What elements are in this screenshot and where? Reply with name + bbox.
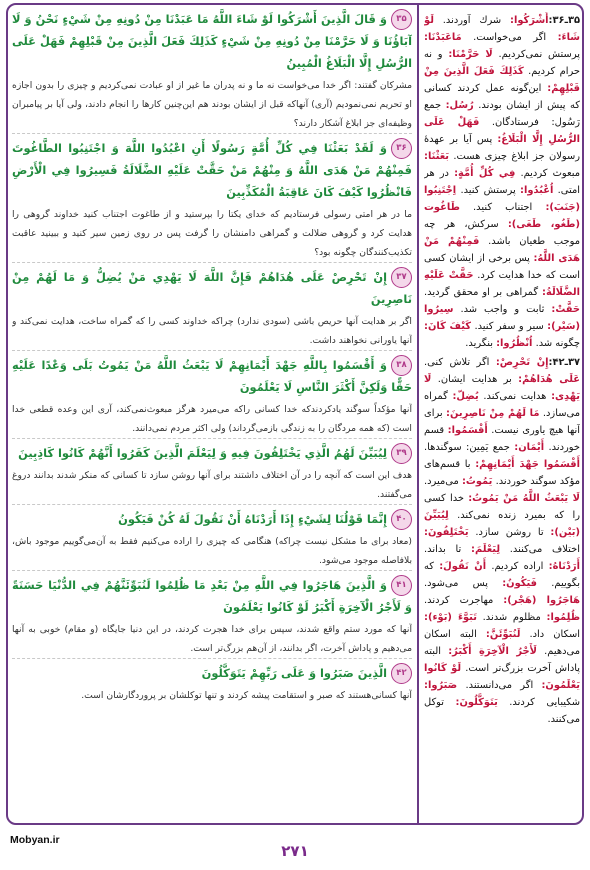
glossary-definition: شكيبايى كردند. — [509, 697, 580, 708]
verse-number-badge: ۴۱ — [391, 575, 412, 596]
glossary-term: لِيُبَيِّنَ (بَيْن): — [424, 510, 580, 538]
verse-translation: هدف اين است كه آنچه را در آن اختلاف داشتند براى آنها روشن سازد تا كسانى كه منكر شدند بدانند دروغ مى‌گفتند. — [12, 466, 412, 505]
verse-number-badge: ۳۹ — [391, 443, 412, 464]
verse-translation: (معاد براى ما مشكل نيست چراكه) هنگامى كه چيزى را اراده مى‌كنيم فقط به آن‌مى‌گوييم موجود باش، بلافاصله موجود مى‌شود. — [12, 532, 412, 571]
glossary-definition: گمراه مى‌سازد. — [424, 391, 580, 419]
glossary-definition: اگر مى‌خواست. — [473, 32, 558, 43]
verse-arabic — [12, 508, 412, 530]
glossary-term: يَتَوَكَّلُونَ: — [455, 697, 498, 708]
verse-arabic-text: إِنْ تَحْرِصْ عَلَى هُدَاهُمْ فَإِنَّ اللَّهَ لَا يَهْدِي مَنْ يُضِلُّ وَ مَا لَهُمْ مِنْ نَاصِرِينَ — [12, 270, 412, 306]
glossary-term: مَاعَبَدْنَا: — [424, 32, 462, 43]
verse-translation: اگر بر هدايت آنها حريص باشى (سودى ندارد) چراكه خداوند كسى را كه گمراه ساخت، هدايت نمى‌كند و آنها ياورانى نخواهند داشت. — [12, 312, 412, 351]
verses-column — [12, 8, 412, 823]
verse-arabic-text: وَ قَالَ الَّذِينَ أَشْرَكُوا لَوْ شَاءَ اللَّهُ مَا عَبَدْنَا مِنْ دُونِهِ مِنْ شَيْءٍ نَحْنُ وَ لَا آبَاؤُنَا وَ لَا حَرَّمْنَا مِنْ دُونِهِ مِنْ شَيْءٍ كَذَلِكَ فَعَلَ الَّذِينَ مِنْ قَبْلِهِمْ فَهَلْ عَلَى الرُّسُلِ إِلَّا الْبَلَاغُ الْمُبِينُ — [12, 12, 412, 70]
glossary-definition: تا بداند. — [424, 544, 471, 555]
glossary-definition: توكل مى‌كنند. — [424, 697, 580, 725]
verse-arabic-text: الَّذِينَ صَبَرُوا وَ عَلَى رَبِّهِمْ يَتَوَكَّلُونَ — [201, 666, 387, 680]
verse-arabic-text: وَ أَقْسَمُوا بِاللَّهِ جَهْدَ أَيْمَانِهِمْ لَا يَبْعَثُ اللَّهُ مَنْ يَمُوتُ بَلَى وَعْدًا عَلَيْهِ حَقًّا وَلَكِنَّ أَكْثَرَ النَّاسِ لَا يَعْلَمُونَ — [12, 358, 412, 394]
glossary-term: يَخْتَلِفُونَ: — [424, 527, 469, 538]
glossary-definition: شرك آوردند. — [442, 15, 511, 26]
glossary-term: لَأَجْرُ الْآخِرَةِ أَكْبَرُ: — [448, 646, 537, 657]
glossary-definition: اگر مى‌دانستند. — [465, 680, 542, 691]
glossary-term: لِيَعْلَمَ: — [471, 544, 501, 555]
verse-arabic — [12, 354, 412, 398]
glossary-term: يُضِلّ: — [452, 391, 479, 402]
glossary-term: أَقْسَمُوا جَهْدَ أَيْمَانِهِمْ: — [475, 459, 580, 470]
verse-arabic-text: وَ لَقَدْ بَعَثْنَا فِي كُلِّ أُمَّةٍ رَسُولًا أَنِ اعْبُدُوا اللَّهَ وَ اجْتَنِبُوا الطَّاغُوتَ فَمِنْهُمْ مَنْ هَدَى اللَّهُ وَ مِنْهُمْ مَنْ حَقَّتْ عَلَيْهِ الضَّلَالَةُ فَسِيرُوا فِي الْأَرْضِ فَانْظُرُوا كَيْفَ كَانَ عَاقِبَةُ الْمُكَذِّبِينَ — [12, 141, 412, 199]
verse-arabic-text: إِنَّمَا قَوْلُنَا لِشَيْءٍ إِذَا أَرَدْنَاهُ أَنْ نَقُولَ لَهُ كُنْ فَيَكُونُ — [118, 512, 387, 526]
verse-arabic — [12, 137, 412, 203]
glossary-term: بَعَثْنَا: — [424, 151, 450, 162]
verse-translation: مشركان گفتند: اگر خدا مى‌خواست نه ما و نه پدران ما غير از او عبادت نمى‌كرديم و چيزى را بدون اجازه او تحريم نمى‌نموديم (آرى) آنهاكه قبل از ايشان بودند هم اين‌چنين كارها را انجام دادند، ولى آيا بر پيامبران وظيفه‌اى جز ابلاغ آشكار دارند؟ — [12, 76, 412, 134]
glossary-definition: مى‌ميرد. — [424, 476, 462, 487]
glossary-definition: با قسم‌هاى مؤكد سوگند خوردند. — [424, 459, 580, 487]
glossary-term: اُعْبُدُوا: — [520, 185, 554, 196]
site-watermark[interactable]: Mobyan.ir — [10, 834, 60, 846]
verse-arabic — [12, 442, 412, 464]
glossary-term: سِيرُوا (سَيْر): — [424, 304, 580, 332]
glossary-definition: و نه حرام كرديم. — [424, 49, 580, 77]
verse-arabic — [12, 266, 412, 310]
glossary-term: لَنُبَوِّئَنَّ: — [485, 629, 521, 640]
verse-arabic — [12, 574, 412, 618]
verse-arabic-text: وَ الَّذِينَ هَاجَرُوا فِي اللَّهِ مِنْ بَعْدِ مَا ظُلِمُوا لَنُبَوِّئَنَّهُمْ فِي الدُّنْيَا حَسَنَةً وَ لَأَجْرُ الْآخِرَةِ أَكْبَرُ لَوْ كَانُوا يَعْلَمُونَ — [12, 578, 412, 614]
verse-number-badge: ۴۰ — [391, 509, 412, 530]
glossary-term: اِجْتَنِبُوا (جَنَبَ): — [424, 185, 580, 213]
glossary-term: أَرَدْنَاهُ: — [548, 561, 580, 572]
glossary-definition: البته پاداش آخرت بزرگ‌تر است. — [424, 646, 580, 674]
glossary-term: اُنْظُرُوا: — [496, 338, 533, 349]
glossary-term: لَوْ كَانُوا يَعْلَمُونَ: — [424, 663, 580, 691]
glossary-definition: پرستش نمى‌كرديم. — [498, 49, 580, 60]
glossary-definition: چگونه شد. — [535, 338, 580, 349]
glossary-definition: قسم خوردند. — [424, 425, 580, 453]
glossary-verse-range: ۳۷ـ۴۲: — [548, 357, 580, 368]
glossary-definition: پس مى‌شود. — [424, 578, 503, 589]
glossary-term: فَمِنْهُمْ مَنْ هَدَى اللَّهُ: — [424, 236, 580, 264]
glossary-term: حَقَّتْ عَلَيْهِ الضَّلَالَةُ: — [424, 270, 580, 298]
glossary-definition: بر هدايت ايشان. — [437, 374, 519, 385]
glossary-term: هَاجَرُوا (هَجْر): — [503, 595, 580, 606]
glossary-term: عَلَى هُدَاهُمْ: — [518, 374, 580, 385]
glossary-definition: مبعوث كرديم. — [520, 168, 580, 179]
glossary-term: كَذَلِكَ فَعَلَ الَّذِينَ مِنْ قَبْلِهِمْ: — [424, 66, 580, 94]
glossary-term: أَقْسَمُوا: — [447, 425, 488, 436]
page-number: ۲۷۱ — [281, 842, 309, 860]
glossary-definition: مهاجرت كردند. — [424, 595, 504, 606]
glossary-definition: در هر امتى. — [424, 168, 580, 196]
verse-arabic — [12, 8, 412, 74]
glossary-term: لَوْ شَاءَ: — [424, 15, 580, 43]
glossary-term: رُسُل: — [445, 100, 474, 111]
verse-number-badge: ۳۵ — [391, 9, 412, 30]
glossary-term: طَاغُوت (طَغُو، طَغَى): — [424, 202, 580, 230]
glossary-term: تَبَوَّءَ (بَوْء): — [424, 612, 477, 623]
glossary-definition: جمع رَسُول: فرستادگان. — [424, 100, 580, 128]
glossary-verse-range: ۳۵ـ۳۶: — [548, 15, 580, 26]
glossary-block — [424, 354, 580, 728]
glossary-definition: اراده كرديم. — [491, 561, 549, 572]
glossary-definition: اختلاف مى‌كنند. — [509, 544, 580, 555]
glossary-definition: مظلوم شدند. — [482, 612, 547, 623]
glossary-term: أَنْ نَقُولَ: — [439, 561, 487, 572]
glossary-definition: گمراهى بر او محقق گرديد. — [424, 287, 543, 298]
glossary-term: إِنْ تَحْرِصْ: — [495, 357, 549, 368]
verse-number-badge: ۴۲ — [391, 663, 412, 684]
glossary-term: لَا يَبْعَثُ اللَّهُ مَنْ يَمُوتُ: — [468, 493, 580, 504]
glossary-definition: پس آيا بر عهدهٔ رسولان جز ابلاغ چيزى هست. — [424, 134, 580, 162]
verse-translation: ما در هر امتى رسولى فرستاديم كه خداى يكتا را بپرستيد و از طاغوت اجتناب كنيد خداوند گروهى را هدايت كرد و گروهى ضلالت و گمراهى دامنشان را گرفت پس در روى زمين سير كنيد و ببينيد عاقبت تكذيب‌كنندگان چگونه بود؟ — [12, 205, 412, 263]
glossary-definition: جمع يَمِين: سوگندها. — [424, 442, 515, 453]
glossary-definition: سركش، هر چه موجب طغيان باشد. — [424, 219, 580, 247]
glossary-term: كَيْفَ كَانَ: — [424, 321, 472, 332]
glossary-definition: تا روشن سازد. — [475, 527, 551, 538]
glossary-definition: بنگريد. — [465, 338, 497, 349]
glossary-definition: البته اسكان مى‌دهيم. — [424, 629, 580, 657]
verse-number-badge: ۳۸ — [391, 355, 412, 376]
glossary-definition: خدا كسى را كه بميرد زنده نمى‌كند. — [424, 493, 580, 521]
glossary-term: مَا لَهُمْ مِنْ نَاصِرِينَ: — [446, 408, 540, 419]
glossary-definition: پرستش كنيد. — [460, 185, 520, 196]
glossary-term: فَهَلْ عَلَى الرُّسُلِ إِلَّا الْبَلَاغُ: — [424, 117, 580, 145]
glossary-term: يَمُوتُ: — [461, 476, 493, 487]
glossary-definition: سير و سفر كنيد. — [474, 321, 548, 332]
glossary-term: لَا حَرَّمْنَا: — [448, 49, 493, 60]
glossary-term: فِي كُلِّ أُمَّةٍ: — [454, 168, 516, 179]
verse-arabic — [12, 662, 412, 684]
glossary-definition: براى آنها هيچ ياورى نيست. — [424, 408, 580, 436]
glossary-definition: اين‌گونه عمل كردند كسانى كه پيش از ايشان بودند. — [424, 83, 580, 111]
glossary-term: صَبَرُوا: — [424, 680, 458, 691]
glossary-term: لَا يَهْدِى: — [424, 374, 580, 402]
verse-number-badge: ۳۶ — [391, 138, 412, 159]
glossary-term: حَقَّتْ: — [551, 304, 580, 315]
verse-translation: آنها مؤكداً سوگند يادكردندكه خدا كسانى راكه مى‌ميرد هرگز مبعوث‌نمى‌كند، آرى اين وعده قطعى خدا است (كه همه مردگان را به زندگى بازمى‌گرداند) ولى اكثر مردم نمى‌دانند. — [12, 400, 412, 439]
glossary-term: ظُلِمُوا: — [546, 612, 580, 623]
glossary-column — [424, 12, 580, 820]
verse-arabic-text: لِيُبَيِّنَ لَهُمُ الَّذِي يَخْتَلِفُونَ فِيهِ وَ لِيَعْلَمَ الَّذِينَ كَفَرُوا أَنَّهُمْ كَانُوا كَاذِبِينَ — [18, 446, 387, 460]
glossary-definition: هدايت نمى‌كند. — [483, 391, 552, 402]
glossary-term: أَشْرَكُوا: — [510, 15, 549, 26]
glossary-definition: پس برخى از ايشان كسى است كه خدا هدايت كرد. — [424, 253, 580, 281]
verse-number-badge: ۳۷ — [391, 267, 412, 288]
glossary-definition: كه بگوييم. — [424, 561, 580, 589]
glossary-block — [424, 12, 580, 352]
glossary-definition: اگر تلاش كنى. — [424, 357, 496, 368]
verse-translation: آنها كسانى‌هستند كه صبر و استقامت پيشه كردند و تنها توكلشان بر پروردگارشان است. — [81, 690, 412, 701]
glossary-term: فَيَكُونُ: — [502, 578, 538, 589]
glossary-term: أَيْمَان: — [514, 442, 545, 453]
glossary-definition: اسكان داد. — [529, 629, 580, 640]
column-divider — [417, 3, 419, 825]
glossary-definition: اجتناب كنيد. — [473, 202, 546, 213]
verse-translation: آنها كه مورد ستم واقع شدند، سپس براى خدا هجرت كردند، در اين دنيا جايگاه (و مقام) خوبى به آنها مى‌دهيم و پاداش آخرت، اگر بدانند، از آن‌هم بزرگ‌تر است. — [12, 620, 412, 659]
glossary-definition: ثابت و واجب شد. — [460, 304, 552, 315]
